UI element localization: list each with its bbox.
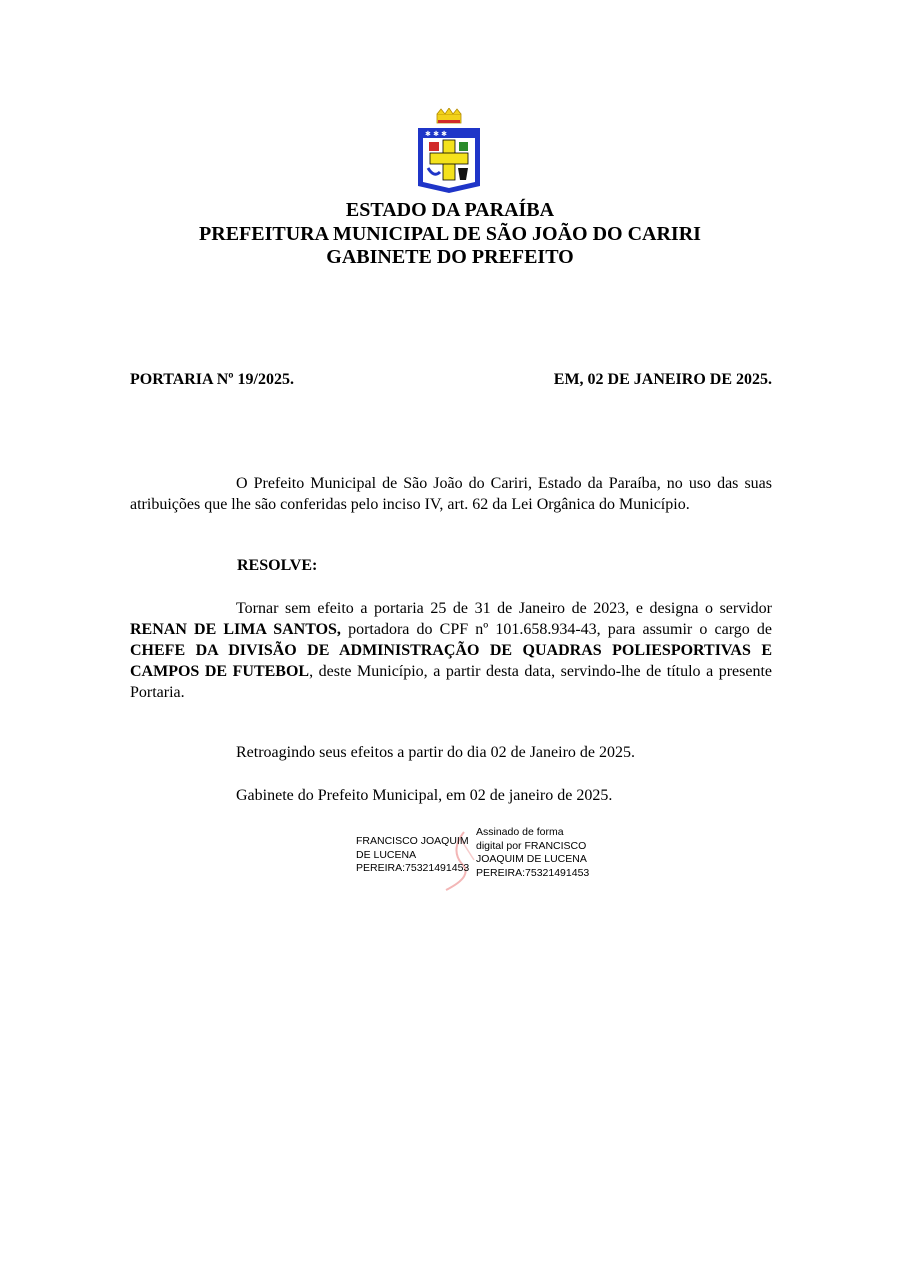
- resolution-text-a: Tornar sem efeito a portaria 25 de 31 de Janeiro de 2023, e designa o servidor: [236, 600, 772, 617]
- retroactive-clause: Retroagindo seus efeitos a partir do dia 02 de Janeiro de 2025.: [236, 744, 635, 761]
- document-meta: [130, 371, 772, 389]
- city-hall-title: PREFEITURA MUNICIPAL DE SÃO JOÃO DO CARIRI: [199, 222, 701, 245]
- intro-paragraph: O Prefeito Municipal de São João do Cariri, Estado da Paraíba, no uso das suas atribuições que lhe são conferidas pelo inciso IV, art. 62 da Lei Orgânica do Município.: [130, 475, 772, 513]
- letterhead: [0, 199, 900, 270]
- issue-date: EM, 02 DE JANEIRO DE 2025.: [553, 371, 772, 388]
- digital-signature-block: [356, 826, 616, 890]
- signature-details: Assinado de forma digital por FRANCISCO JOAQUIM DE LUCENA PEREIRA:75321491453: [476, 826, 590, 879]
- office-title: GABINETE DO PREFEITO: [326, 246, 574, 268]
- resolution-paragraph: [130, 598, 772, 703]
- resolution-text-c: , deste Município, a partir desta data, servindo-lhe de título a presente Portaria.: [130, 663, 772, 701]
- resolution-text-b: portadora do CPF nº 101.658.934-43, para assumir o cargo de: [340, 621, 772, 638]
- appointed-role: CHEFE DA DIVISÃO DE ADMINISTRAÇÃO DE QUADRAS POLIESPORTIVAS E CAMPOS DE FUTEBOL: [130, 642, 772, 680]
- closing-line: Gabinete do Prefeito Municipal, em 02 de janeiro de 2025.: [236, 787, 613, 804]
- portaria-number: PORTARIA Nº 19/2025.: [130, 371, 294, 388]
- municipal-coat-of-arms: [416, 108, 482, 194]
- resolve-heading: RESOLVE:: [237, 557, 318, 574]
- signer-name: FRANCISCO JOAQUIM DE LUCENA PEREIRA:75321491453: [356, 835, 470, 874]
- state-title: ESTADO DA PARAÍBA: [345, 199, 555, 221]
- servant-name: RENAN DE LIMA SANTOS,: [130, 621, 341, 638]
- svg-text:✱ ✱ ✱: ✱ ✱ ✱: [425, 130, 448, 138]
